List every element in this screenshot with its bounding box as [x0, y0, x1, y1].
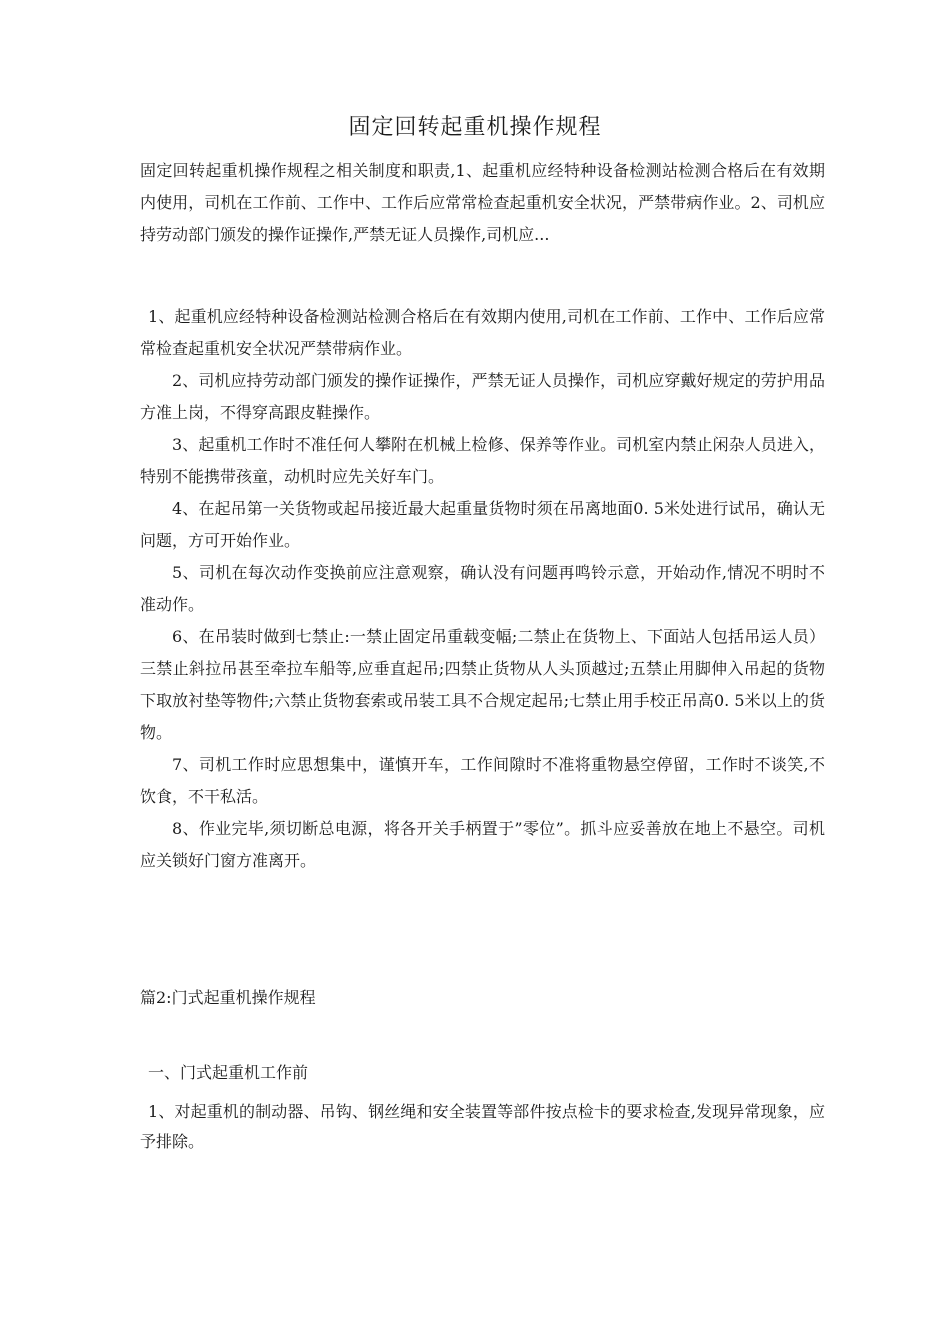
regulation-list	[140, 301, 825, 877]
list-item: 3、起重机工作时不准任何人攀附在机械上检修、保养等作业。司机室内禁止闲杂人员进入，特别不能携带孩童，动机时应先关好车门。	[140, 435, 825, 486]
list-item: 5、司机在每次动作变换前应注意观察，确认没有问题再鸣铃示意，开始动作,情况不明时不准动作。	[140, 563, 825, 614]
section-item: 1、对起重机的制动器、吊钩、钢丝绳和安全装置等部件按点检卡的要求检查,发现异常现象，应予排除。	[140, 1102, 825, 1151]
document-title: 固定回转起重机操作规程	[348, 115, 602, 140]
list-item: 1、起重机应经特种设备检测站检测合格后在有效期内使用,司机在工作前、工作中、工作后应常常检查起重机安全状况严禁带病作业。	[140, 307, 825, 358]
part2-heading: 篇2:门式起重机操作规程	[140, 988, 316, 1007]
list-item: 7、司机工作时应思想集中，谨慎开车，工作间隙时不准将重物悬空停留，工作时不谈笑,不饮食，不干私活。	[140, 755, 825, 806]
list-item: 6、在吊装时做到七禁止:一禁止固定吊重载变幅;二禁止在货物上、下面站人包括吊运人员）三禁止斜拉吊甚至牵拉车船等,应垂直起吊;四禁止货物从人头顶越过;五禁止用脚伸入吊起的货物下取放衬垫等物件;六禁止货物套索或吊装工具不合规定起吊;七禁止用手校正吊高0. 5米以上的货物。	[140, 627, 825, 742]
section-heading: 一、门式起重机工作前	[148, 1063, 309, 1082]
summary-paragraph: 固定回转起重机操作规程之相关制度和职责,1、起重机应经特种设备检测站检测合格后在有效期内使用，司机在工作前、工作中、工作后应常常检查起重机安全状况，严禁带病作业。2、司机应持劳动部门颁发的操作证操作,严禁无证人员操作,司机应...	[140, 161, 825, 244]
list-item: 8、作业完毕,须切断总电源，将各开关手柄置于”零位”。抓斗应妥善放在地上不悬空。司机应关锁好门窗方准离开。	[140, 819, 825, 870]
list-item: 2、司机应持劳动部门颁发的操作证操作，严禁无证人员操作，司机应穿戴好规定的劳护用品方准上岗，不得穿高跟皮鞋操作。	[140, 371, 825, 422]
list-item: 4、在起吊第一关货物或起吊接近最大起重量货物时须在吊离地面0. 5米处进行试吊，确认无问题，方可开始作业。	[140, 499, 825, 550]
